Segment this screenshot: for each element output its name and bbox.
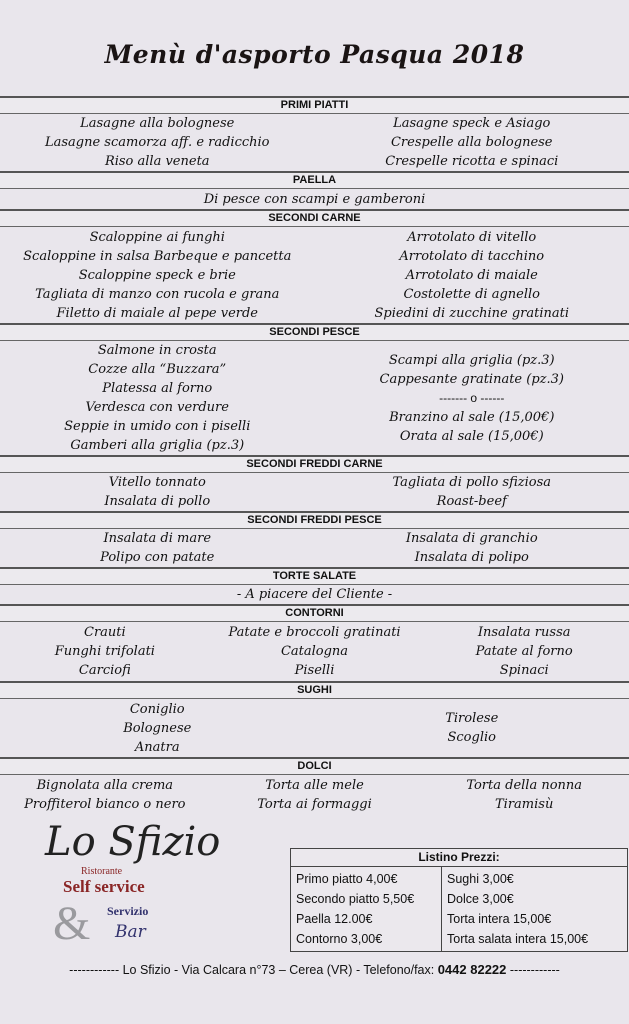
menu-item: Funghi trifolati — [54, 644, 155, 659]
price-item: Sughi 3,00€ — [447, 872, 514, 886]
menu-column — [0, 190, 629, 209]
menu-item: Tirolese — [445, 711, 499, 726]
menu-item: Lasagne alla bolognese — [80, 116, 235, 131]
section-body — [0, 341, 629, 455]
menu-title: Menù d'asporto Pasqua 2018 — [104, 40, 525, 69]
menu-item: Polipo con patate — [100, 550, 215, 565]
menu-item: Insalata di polipo — [414, 550, 529, 565]
menu-column — [0, 473, 315, 511]
price-item: Torta intera 15,00€ — [447, 912, 552, 926]
section-body — [0, 473, 629, 511]
section-header: SECONDI CARNE — [0, 209, 629, 227]
menu-item: Piselli — [294, 663, 335, 678]
menu-item: Gamberi alla griglia (pz.3) — [70, 438, 245, 453]
menu-column — [0, 623, 210, 680]
price-col-right — [442, 867, 627, 951]
section-body — [0, 227, 629, 323]
menu-item: Arrotolato di maiale — [405, 267, 538, 283]
menu-column — [0, 341, 315, 455]
menu-item: Cappesante gratinate (pz.3) — [379, 371, 564, 387]
address-text: ------------ Lo Sfizio - Via Calcara n°73 – Cerea (VR) - Telefono/fax: — [69, 963, 438, 977]
menu-item: Proffiterol bianco o nero — [24, 797, 186, 812]
menu-item: Torta alle mele — [265, 778, 364, 793]
section-header: TORTE SALATE — [0, 567, 629, 585]
menu-item: Branzino al sale (15,00€) — [389, 409, 555, 425]
menu-item: Cozze alla “Buzzara” — [88, 362, 227, 377]
menu-item: Catalogna — [280, 644, 349, 659]
logo-ristorante: Ristorante — [81, 866, 123, 877]
menu-item: Di pesce con scampi e gamberoni — [203, 191, 426, 207]
menu-item: Tiramisù — [495, 797, 554, 812]
menu-item: Spiedini di zucchine gratinati — [374, 305, 570, 321]
section-header: SECONDI PESCE — [0, 323, 629, 341]
menu-item: Platessa al forno — [102, 381, 213, 396]
menu-item: Arrotolato di vitello — [407, 229, 537, 245]
menu-item: Spinaci — [499, 663, 549, 678]
menu-item: Riso alla veneta — [104, 154, 210, 169]
menu-sections — [0, 96, 629, 815]
menu-item: Seppie in umido con i piselli — [64, 419, 251, 434]
price-item: Secondo piatto 5,50€ — [296, 892, 415, 906]
menu-item: Orata al sale (15,00€) — [399, 428, 544, 444]
price-list-title: Listino Prezzi: — [291, 849, 627, 867]
menu-column — [210, 776, 420, 814]
menu-column — [0, 228, 315, 323]
menu-column — [419, 776, 629, 814]
menu-item: Lasagne speck e Asiago — [393, 116, 551, 131]
section-header: CONTORNI — [0, 604, 629, 622]
menu-item: Lasagne scamorza aff. e radicchio — [44, 135, 270, 150]
menu-item: Coniglio — [129, 701, 185, 717]
menu-item: Anatra — [134, 739, 180, 755]
logo-servizio: Servizio — [107, 904, 149, 918]
menu-item: Bolognese — [123, 720, 192, 736]
section-body — [0, 529, 629, 567]
menu-column — [315, 228, 629, 323]
menu-column — [0, 585, 629, 604]
menu-column — [210, 623, 420, 680]
menu-item: Arrotolato di tacchino — [399, 248, 545, 264]
logo-bar: Bar — [115, 922, 146, 942]
menu-column — [419, 623, 629, 680]
section-body — [0, 775, 629, 815]
section-header: SUGHI — [0, 681, 629, 699]
menu-item: Scampi alla griglia (pz.3) — [388, 352, 555, 368]
menu-item: Torta ai formaggi — [257, 797, 372, 812]
menu-column — [315, 473, 629, 511]
menu-item: Patate e broccoli gratinati — [228, 625, 401, 640]
menu-item: Filetto di maiale al pepe verde — [56, 305, 258, 321]
menu-item: Salmone in crosta — [97, 343, 217, 358]
section-header: PRIMI PIATTI — [0, 96, 629, 114]
menu-item: Insalata di pollo — [104, 494, 211, 509]
logo-ampersand: & — [53, 897, 91, 950]
logo-name: Lo Sfizio — [45, 819, 221, 865]
menu-column — [0, 529, 315, 567]
menu-column — [315, 709, 629, 747]
menu-column — [315, 529, 629, 567]
logo-self-service: Self service — [63, 877, 145, 896]
menu-item: Tagliata di manzo con rucola e grana — [35, 286, 280, 302]
section-body — [0, 699, 629, 757]
price-col-left — [291, 867, 442, 951]
price-item: Paella 12.00€ — [296, 912, 373, 926]
menu-item: Verdesca con verdure — [85, 400, 229, 415]
menu-item: Costolette di agnello — [403, 286, 540, 302]
price-item: Contorno 3,00€ — [296, 932, 383, 946]
section-body — [0, 189, 629, 209]
menu-column — [315, 351, 629, 446]
restaurant-logo — [45, 818, 285, 953]
menu-item: Bignolata alla crema — [36, 778, 174, 793]
section-header: SECONDI FREDDI CARNE — [0, 455, 629, 473]
section-body — [0, 114, 629, 171]
section-body — [0, 622, 629, 681]
menu-item: Scoglio — [447, 730, 496, 745]
menu-item: Insalata di mare — [103, 531, 212, 546]
menu-item: Scaloppine ai funghi — [89, 229, 225, 245]
price-item: Torta salata intera 15,00€ — [447, 932, 589, 946]
section-header: PAELLA — [0, 171, 629, 189]
menu-item: Patate al forno — [475, 644, 573, 659]
menu-item: Torta della nonna — [466, 778, 583, 793]
menu-item: Tagliata di pollo sfiziosa — [392, 475, 552, 490]
menu-item: Scaloppine in salsa Barbeque e pancetta — [23, 248, 292, 264]
menu-item: Crauti — [84, 625, 126, 640]
menu-item: Carciofi — [78, 663, 131, 678]
menu-item: Insalata di granchio — [405, 531, 538, 546]
section-body — [0, 585, 629, 604]
menu-column — [0, 700, 315, 757]
footer-address — [0, 962, 629, 978]
menu-item: Crespelle ricotta e spinaci — [385, 154, 559, 169]
menu-item: Crespelle alla bolognese — [390, 135, 553, 150]
price-item: Dolce 3,00€ — [447, 892, 514, 906]
section-header: DOLCI — [0, 757, 629, 775]
menu-item: Scaloppine speck e brie — [78, 267, 236, 283]
menu-item: - A piacere del Cliente - — [236, 587, 393, 602]
section-header: SECONDI FREDDI PESCE — [0, 511, 629, 529]
menu-item: Roast-beef — [436, 494, 507, 509]
price-list — [290, 848, 628, 952]
menu-column — [315, 114, 629, 171]
address-trail: ------------ — [506, 963, 560, 977]
phone-number: 0442 82222 — [437, 962, 507, 977]
price-item: Primo piatto 4,00€ — [296, 872, 398, 886]
menu-item: Insalata russa — [477, 625, 571, 640]
menu-item: Vitello tonnato — [108, 475, 206, 490]
menu-column — [0, 776, 210, 814]
menu-item: ------- o ------ — [439, 390, 505, 405]
menu-column — [0, 114, 315, 171]
